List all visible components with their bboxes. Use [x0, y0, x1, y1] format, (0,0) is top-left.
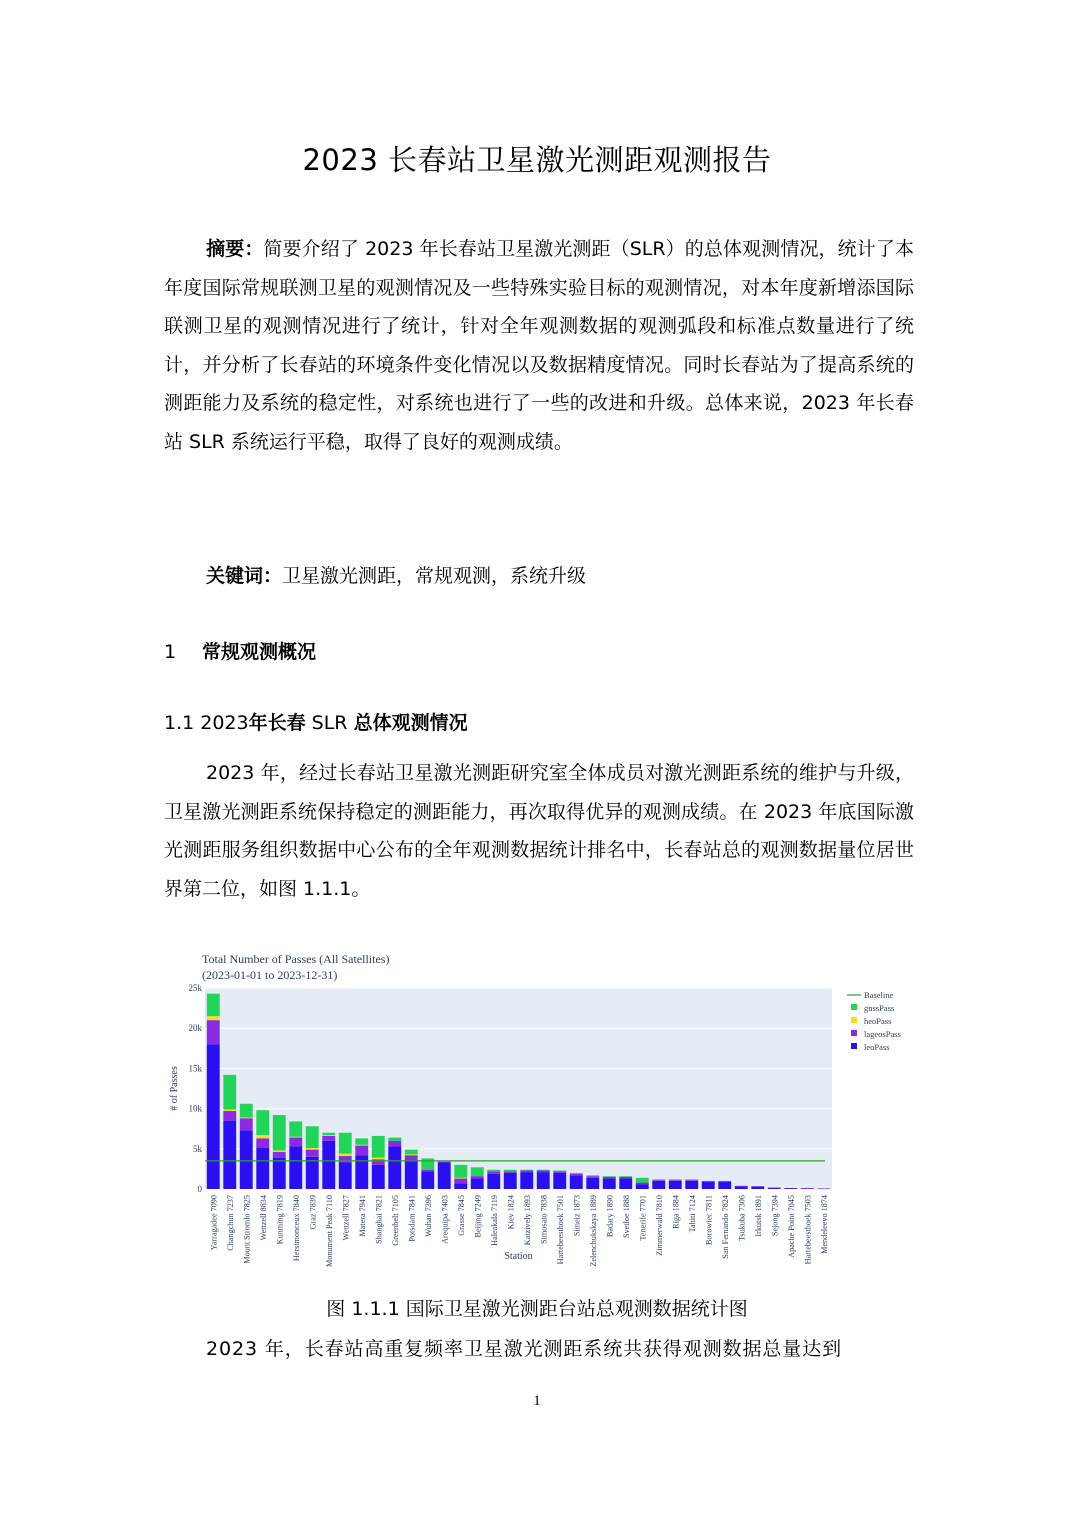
- bar-leoPass: [603, 1179, 616, 1189]
- body-paragraph-1: [164, 754, 914, 908]
- bar-gnssPass: [504, 1170, 517, 1172]
- bar-leoPass: [718, 1182, 731, 1189]
- bar-gnssPass: [487, 1170, 500, 1172]
- x-tick-label: Svetloe 1888: [621, 1195, 631, 1238]
- bar-heoPass: [372, 1158, 385, 1160]
- x-tick-label: Riga 1884: [671, 1195, 681, 1229]
- bar-lageosPass: [784, 1188, 797, 1189]
- bar-leoPass: [520, 1172, 533, 1189]
- bar-lageosPass: [454, 1179, 467, 1184]
- bar-heoPass: [306, 1148, 319, 1150]
- keywords-text: 卫星激光测距，常规观测，系统升级: [282, 565, 587, 587]
- bar-lageosPass: [735, 1186, 748, 1187]
- bar-heoPass: [454, 1178, 467, 1179]
- passes-bar-chart: [165, 945, 905, 1275]
- bar-lageosPass: [405, 1155, 418, 1160]
- bar-lageosPass: [685, 1180, 698, 1181]
- bar-lageosPass: [553, 1171, 566, 1173]
- legend-gnssPass-swatch: [851, 1004, 857, 1010]
- bar-leoPass: [223, 1121, 236, 1189]
- bar-lageosPass: [372, 1159, 385, 1165]
- bar-gnssPass: [636, 1178, 649, 1183]
- legend-lageosPass-label: lageosPass: [864, 1029, 901, 1039]
- bar-leoPass: [735, 1187, 748, 1189]
- keywords-label: 关键词：: [206, 565, 283, 587]
- y-tick-label: 5k: [193, 1143, 202, 1154]
- section-1-1-title-c: 总体观测情况: [353, 712, 468, 734]
- bar-lageosPass: [520, 1171, 533, 1173]
- bar-gnssPass: [586, 1175, 599, 1176]
- bar-leoPass: [405, 1160, 418, 1189]
- x-tick-label: Matera 7941: [357, 1195, 367, 1237]
- bar-leoPass: [339, 1162, 352, 1189]
- bar-lageosPass: [339, 1156, 352, 1162]
- bar-leoPass: [553, 1173, 566, 1189]
- bar-lageosPass: [652, 1180, 665, 1181]
- bar-leoPass: [586, 1178, 599, 1189]
- bar-gnssPass: [223, 1075, 236, 1110]
- bar-lageosPass: [355, 1146, 368, 1156]
- x-tick-label: Mendeleevo 1874: [819, 1195, 829, 1254]
- abstract-text: 简要介绍了 2023 年长春站卫星激光测距（SLR）的总体观测情况，统计了本年度国际常规联测卫星的观测情况及一些特殊实验目标的观测情况，对本年度新增添国际联测卫星的观测情况进行了统计，针对全年观测数据的观测弧段和标准点数量进行了统计，并分析了长春站的环境条件变化情况以及数据精度情况。同时长春站为了提高系统的测距能力及系统的稳定性，对系统也进行了一些的改进和升级。总体来说，2023 年长春站 SLR 系统运行平稳，取得了良好的观测成绩。: [164, 238, 914, 453]
- bar-gnssPass: [372, 1136, 385, 1158]
- legend-gnssPass-label: gnssPass: [864, 1003, 895, 1013]
- bar-gnssPass: [388, 1138, 401, 1141]
- x-tick-label: Tsukuba 7306: [737, 1195, 747, 1242]
- bar-heoPass: [240, 1117, 253, 1118]
- legend-heoPass-swatch: [851, 1017, 857, 1023]
- x-tick-label: Kunming 7819: [275, 1195, 285, 1245]
- x-tick-label: Hartebeesthoek 7501: [555, 1195, 565, 1265]
- bar-leoPass: [751, 1187, 764, 1189]
- document-title: 2023 长春站卫星激光测距观测报告: [302, 143, 772, 177]
- y-tick-label: 10k: [188, 1103, 202, 1114]
- x-tick-label: Borowiec 7811: [704, 1195, 714, 1245]
- section-1-1-number: 1.1 2023: [164, 712, 249, 734]
- x-tick-label: Haleakala 7119: [489, 1195, 499, 1246]
- x-axis-label: Station: [504, 1251, 533, 1262]
- legend-heoPass-label: heoPass: [864, 1016, 892, 1026]
- body-paragraph-1-text: 2023 年，经过长春站卫星激光测距研究室全体成员对激光测距系统的维护与升级，卫星激光测距系统保持稳定的测距能力，再次取得优异的观测成绩。在 2023 年底国际激光测距服务组织数据中心公布的全年观测数据统计排名中，长春站总的观测数据量位居世界第二位，如图 1.1.1。: [164, 762, 914, 900]
- bar-lageosPass: [570, 1174, 583, 1176]
- bar-gnssPass: [355, 1138, 368, 1144]
- bar-gnssPass: [207, 994, 220, 1017]
- x-tick-label: Tenerife 7701: [638, 1195, 648, 1241]
- bar-leoPass: [372, 1165, 385, 1189]
- bar-lageosPass: [537, 1171, 550, 1173]
- bar-lageosPass: [256, 1138, 269, 1148]
- bar-gnssPass: [537, 1170, 550, 1171]
- bar-leoPass: [702, 1182, 715, 1189]
- x-tick-label: Kiev 1824: [506, 1195, 516, 1230]
- bar-leoPass: [207, 1044, 220, 1189]
- x-tick-label: Wuhan 7396: [423, 1195, 433, 1237]
- passes-chart-figure: [165, 945, 905, 1275]
- bar-heoPass: [223, 1109, 236, 1111]
- bar-leoPass: [471, 1179, 484, 1189]
- bar-leoPass: [306, 1157, 319, 1189]
- bar-lageosPass: [586, 1176, 599, 1178]
- body-paragraph-2: 2023 年，长春站高重复频率卫星激光测距系统共获得观测数据总量达到: [206, 1338, 842, 1360]
- bar-gnssPass: [520, 1170, 533, 1171]
- x-tick-label: Wettzell 8834: [258, 1195, 268, 1241]
- bar-gnssPass: [652, 1179, 665, 1180]
- bar-lageosPass: [669, 1180, 682, 1181]
- bar-gnssPass: [339, 1133, 352, 1154]
- y-tick-label: 15k: [188, 1063, 202, 1074]
- legend-lageosPass-swatch: [851, 1030, 857, 1036]
- bar-gnssPass: [685, 1179, 698, 1180]
- bar-gnssPass: [471, 1167, 484, 1176]
- x-tick-label: Graz 7839: [308, 1195, 318, 1230]
- x-tick-label: Monument Peak 7110: [324, 1195, 334, 1268]
- bar-gnssPass: [240, 1104, 253, 1118]
- legend-leoPass-swatch: [851, 1043, 857, 1049]
- bar-lageosPass: [289, 1138, 302, 1147]
- bar-lageosPass: [207, 1020, 220, 1044]
- x-tick-label: Tahiti 7124: [687, 1195, 697, 1233]
- x-tick-label: Katzively 1893: [522, 1195, 532, 1246]
- bar-gnssPass: [570, 1173, 583, 1174]
- section-1-number: 1: [164, 641, 177, 663]
- x-tick-label: Wettzell 7827: [341, 1195, 351, 1241]
- bar-lageosPass: [487, 1171, 500, 1173]
- bar-leoPass: [421, 1171, 434, 1189]
- section-1-1-heading: [164, 708, 468, 735]
- bar-leoPass: [438, 1162, 451, 1189]
- bar-leoPass: [652, 1181, 665, 1189]
- chart-title: Total Number of Passes (All Satellites): [202, 952, 390, 966]
- bar-leoPass: [487, 1174, 500, 1189]
- bar-gnssPass: [306, 1126, 319, 1148]
- bar-lageosPass: [801, 1188, 814, 1189]
- x-tick-label: Shanghai 7821: [374, 1195, 384, 1244]
- y-axis-label: # of Passes: [169, 1066, 180, 1111]
- abstract-paragraph: [164, 230, 914, 462]
- legend-leoPass-label: leoPass: [864, 1042, 890, 1052]
- chart-subtitle: (2023-01-01 to 2023-12-31): [202, 968, 338, 982]
- bar-heoPass: [289, 1137, 302, 1138]
- bar-heoPass: [322, 1135, 335, 1136]
- bar-lageosPass: [636, 1183, 649, 1185]
- x-tick-label: Greenbelt 7105: [390, 1195, 400, 1246]
- bar-lageosPass: [421, 1170, 434, 1172]
- section-1-1-title-a: 年长春: [248, 712, 306, 734]
- x-tick-label: Mount Stromlo 7825: [242, 1195, 252, 1264]
- bar-lageosPass: [223, 1111, 236, 1121]
- bar-leoPass: [322, 1141, 335, 1189]
- section-1-1-title-b: SLR: [305, 712, 354, 734]
- bar-leoPass: [669, 1181, 682, 1189]
- bar-leoPass: [504, 1173, 517, 1189]
- bar-heoPass: [273, 1150, 286, 1152]
- x-tick-label: Potsdam 7841: [407, 1195, 417, 1242]
- y-tick-label: 0: [197, 1184, 202, 1194]
- bar-gnssPass: [669, 1179, 682, 1180]
- bar-lageosPass: [702, 1181, 715, 1182]
- x-tick-label: San Fernando 7824: [720, 1195, 730, 1259]
- x-tick-label: Arequipa 7403: [440, 1195, 450, 1244]
- bar-lageosPass: [718, 1181, 731, 1182]
- bar-heoPass: [339, 1154, 352, 1156]
- bar-lageosPass: [388, 1141, 401, 1147]
- bar-gnssPass: [553, 1171, 566, 1172]
- figure-caption: 图 1.1.1 国际卫星激光测距台站总观测数据统计图: [326, 1298, 748, 1320]
- bar-lageosPass: [438, 1162, 451, 1163]
- bar-gnssPass: [619, 1176, 632, 1177]
- page-number: 1: [533, 1393, 541, 1409]
- bar-lageosPass: [768, 1188, 781, 1189]
- bar-leoPass: [619, 1179, 632, 1189]
- bar-heoPass: [405, 1154, 418, 1155]
- y-tick-label: 25k: [188, 983, 202, 993]
- legend-Baseline-label: Baseline: [864, 990, 894, 1000]
- bar-heoPass: [256, 1135, 269, 1138]
- abstract-label: 摘要：: [206, 238, 264, 260]
- keywords-paragraph: [164, 557, 914, 596]
- x-tick-label: Zimmerwald 7810: [654, 1195, 664, 1256]
- x-tick-label: Beijing 7249: [473, 1195, 483, 1238]
- bar-leoPass: [685, 1181, 698, 1189]
- bar-leoPass: [289, 1146, 302, 1189]
- bar-gnssPass: [421, 1158, 434, 1169]
- bar-lageosPass: [619, 1177, 632, 1179]
- x-tick-label: Changchun 7237: [225, 1195, 235, 1251]
- x-tick-label: Simeiz 1873: [572, 1195, 582, 1237]
- bar-lageosPass: [322, 1136, 335, 1141]
- bar-gnssPass: [405, 1150, 418, 1155]
- x-tick-label: Badary 1890: [605, 1195, 615, 1238]
- x-tick-label: Grasse 7845: [456, 1195, 466, 1236]
- bar-heoPass: [207, 1016, 220, 1020]
- bar-lageosPass: [751, 1186, 764, 1187]
- bar-leoPass: [537, 1172, 550, 1189]
- x-tick-label: Herstmonceux 7840: [291, 1195, 301, 1262]
- bar-leoPass: [240, 1130, 253, 1189]
- x-tick-label: Hartebeesthoek 7503: [803, 1195, 813, 1265]
- bar-gnssPass: [289, 1121, 302, 1136]
- bar-gnssPass: [603, 1176, 616, 1177]
- bar-heoPass: [355, 1145, 368, 1146]
- bar-lageosPass: [817, 1188, 830, 1189]
- bar-leoPass: [570, 1175, 583, 1189]
- y-tick-label: 20k: [188, 1023, 202, 1034]
- bar-lageosPass: [603, 1177, 616, 1179]
- bar-leoPass: [636, 1184, 649, 1189]
- section-1-title: 常规观测概况: [202, 641, 317, 663]
- x-tick-label: Zelenchukskaya 1889: [588, 1195, 598, 1267]
- bar-leoPass: [273, 1158, 286, 1189]
- bar-lageosPass: [273, 1152, 286, 1158]
- x-tick-label: Yarragadee 7090: [209, 1195, 219, 1251]
- x-tick-label: Apache Point 7045: [786, 1195, 796, 1258]
- bar-gnssPass: [322, 1133, 335, 1135]
- bar-lageosPass: [471, 1176, 484, 1178]
- bar-gnssPass: [273, 1115, 286, 1150]
- bar-gnssPass: [256, 1110, 269, 1135]
- x-tick-label: Sejong 7394: [770, 1195, 780, 1237]
- x-tick-label: Simosato 7838: [539, 1195, 549, 1244]
- bar-leoPass: [454, 1183, 467, 1189]
- bar-lageosPass: [240, 1118, 253, 1130]
- x-tick-label: Irkutsk 1891: [753, 1195, 763, 1237]
- section-1-heading: [164, 637, 316, 664]
- bar-leoPass: [388, 1146, 401, 1189]
- bar-gnssPass: [454, 1165, 467, 1178]
- bar-leoPass: [256, 1148, 269, 1189]
- bar-lageosPass: [306, 1150, 319, 1157]
- bar-lageosPass: [504, 1171, 517, 1173]
